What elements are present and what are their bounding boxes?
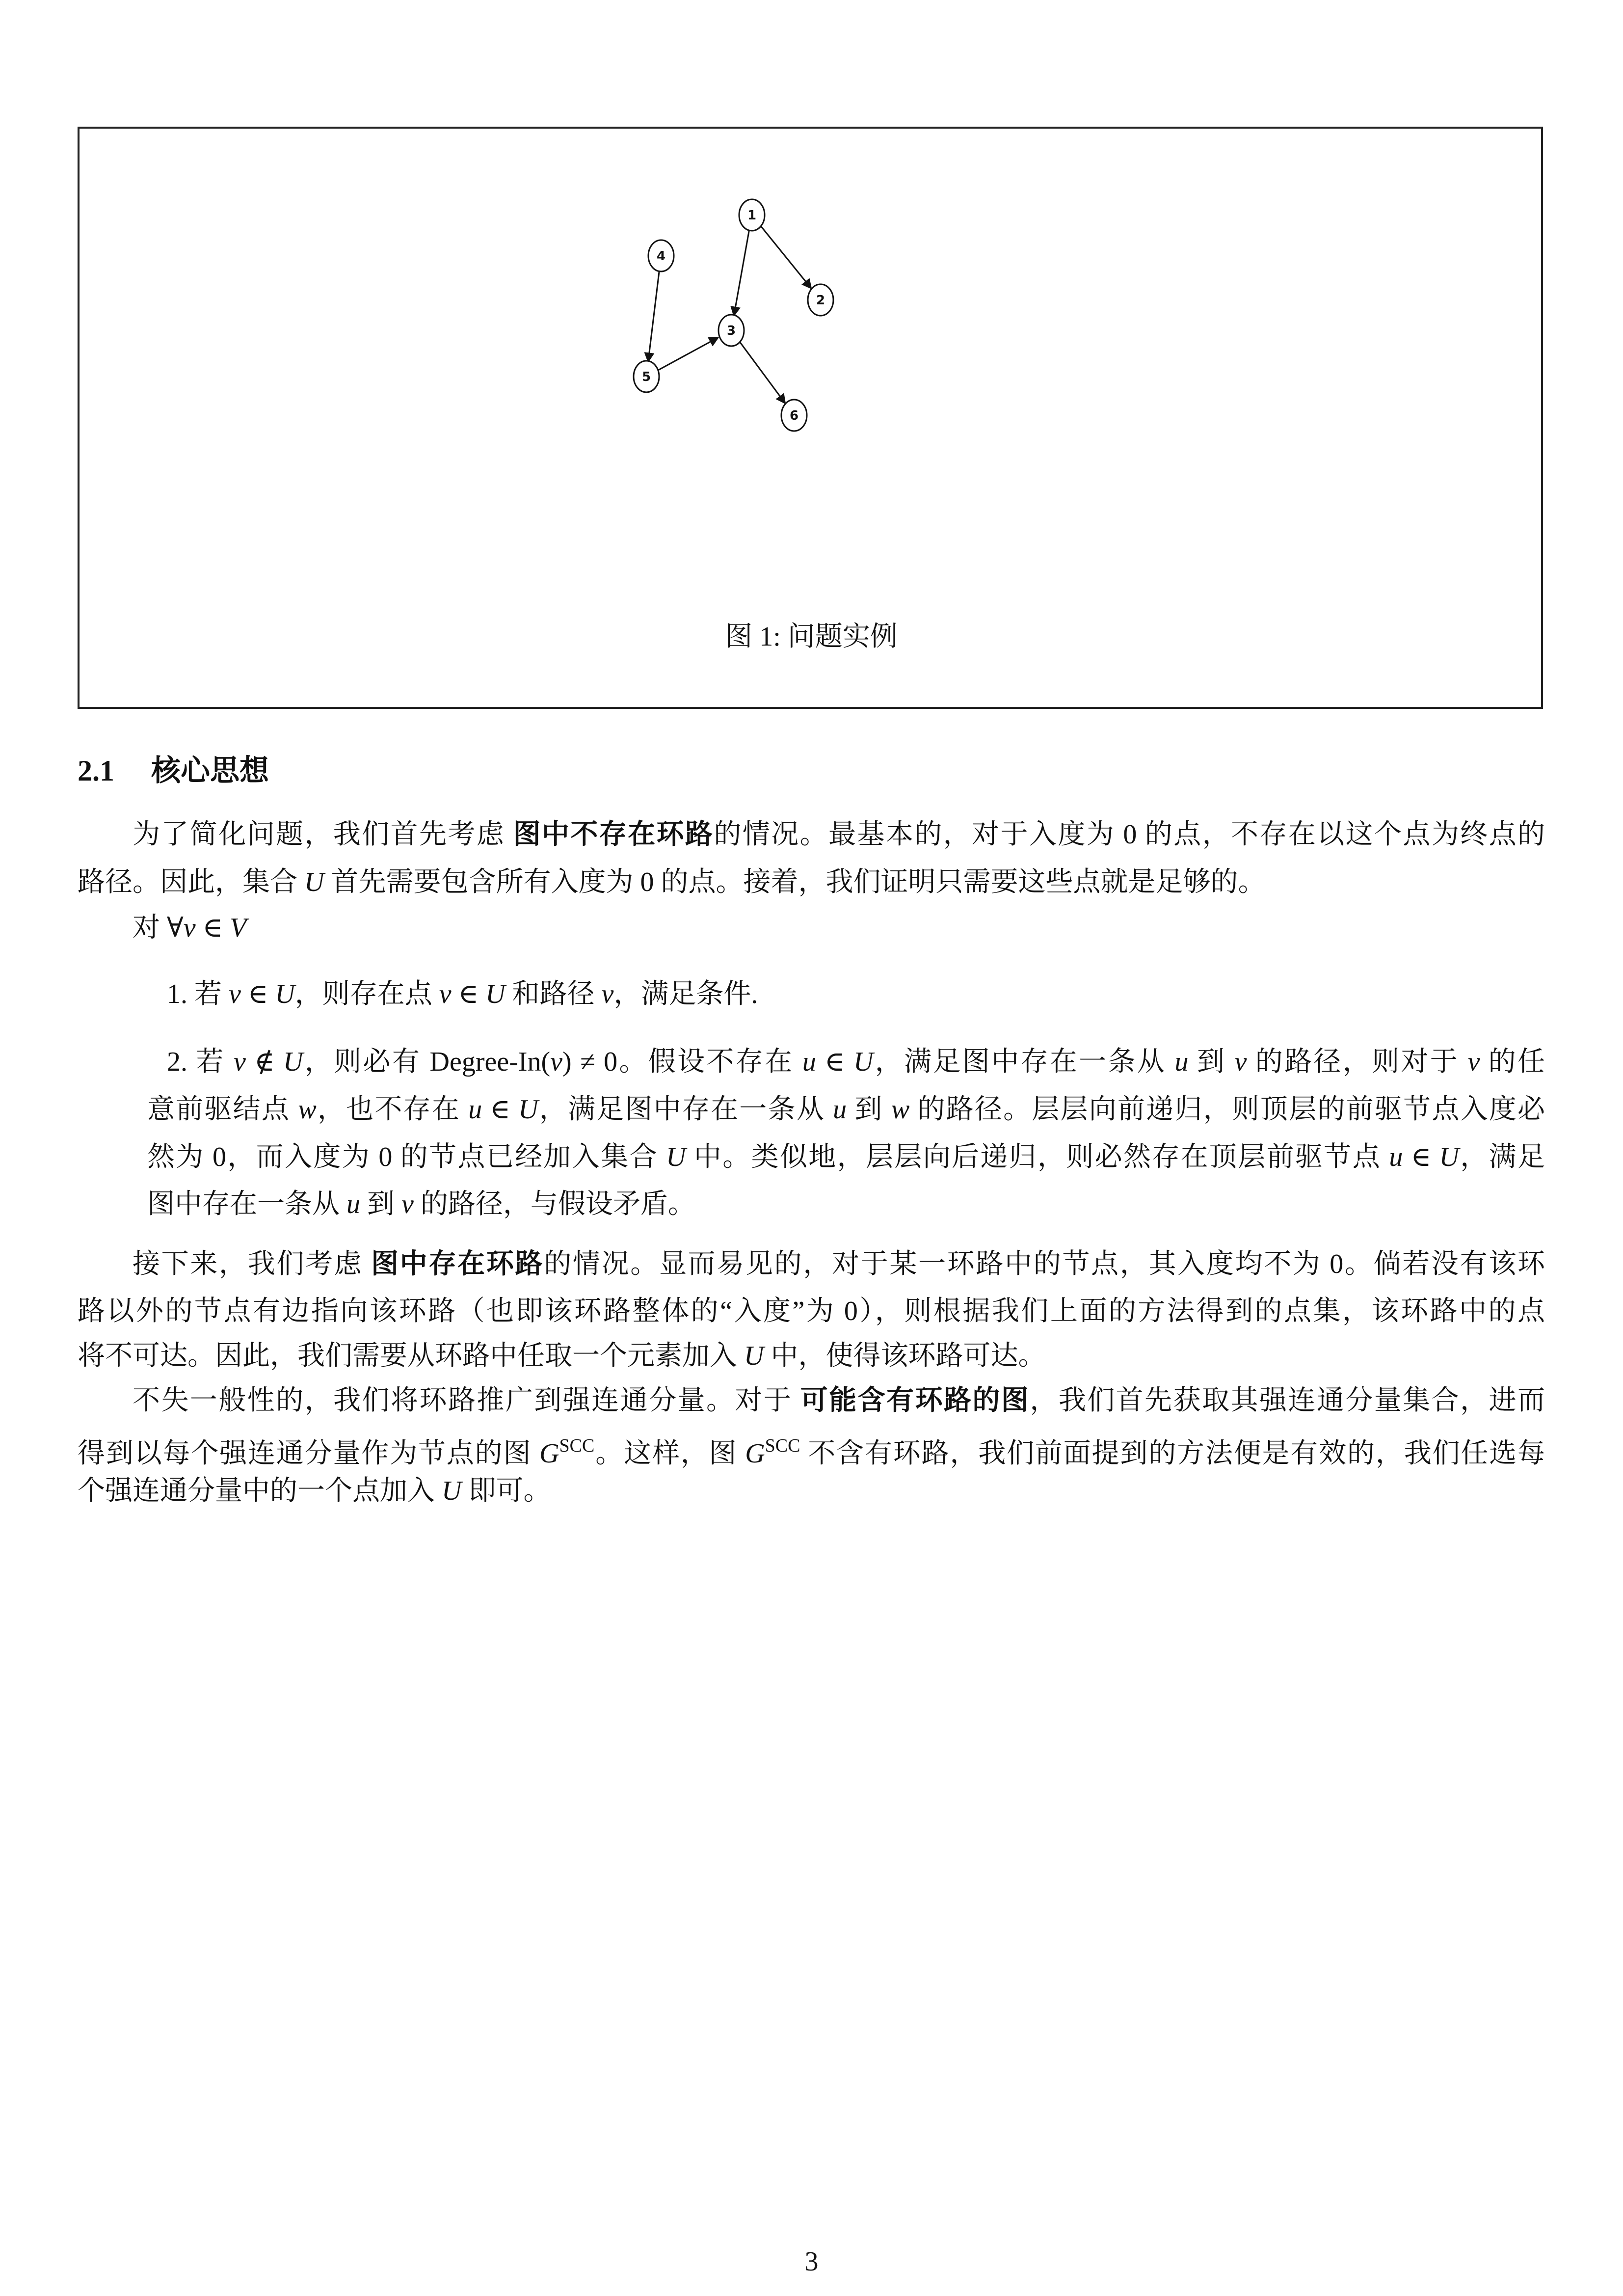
text-run: 将不可达。因此，我们需要从环路中任取一个元素加入 [78, 1341, 744, 1371]
text-run: 。这样，图 [594, 1438, 745, 1469]
text-run: ∈ [816, 1047, 853, 1077]
text-run: 的路径，则对于 [1247, 1047, 1468, 1077]
text-run: ∈ [240, 979, 275, 1009]
bold-phrase: 图中存在环路 [371, 1249, 544, 1279]
text-run: 若 [187, 979, 229, 1009]
math-symbol: G [745, 1438, 765, 1469]
text-run: 对 ∀ [133, 913, 184, 943]
list-item-2-line-3 [147, 1140, 1545, 1174]
list-item-2-line-2 [147, 1092, 1545, 1127]
math-symbol: G [539, 1438, 559, 1469]
math-symbol: U [1439, 1142, 1459, 1172]
text-run: 的路径，与假设矛盾。 [413, 1189, 695, 1219]
text-run: ，满足图中存在一条从 [873, 1047, 1175, 1077]
text-run: 即可。 [461, 1476, 551, 1506]
math-symbol: U [853, 1047, 874, 1077]
text-run: 不含有环路，我们前面提到的方法便是有效的，我们任选每 [800, 1438, 1545, 1469]
math-symbol: U [518, 1094, 538, 1125]
superscript: SCC [765, 1435, 800, 1456]
list-item-2-line-4 [147, 1187, 695, 1221]
text-run: 意前驱结点 [147, 1094, 298, 1125]
graph-node-2 [808, 284, 833, 316]
text-run: 中。类似地，层层向后递归，则必然存在顶层前驱节点 [686, 1142, 1389, 1172]
math-symbol: w [891, 1094, 910, 1125]
text-run: 接下来，我们考虑 [133, 1249, 372, 1279]
section-heading [78, 751, 269, 790]
edge-4-to-5 [648, 270, 660, 362]
math-symbol: U [283, 1047, 303, 1077]
text-run: ∉ [245, 1047, 284, 1077]
bold-phrase: 可能含有环路的图 [800, 1385, 1030, 1416]
math-symbol: U [485, 979, 506, 1009]
math-symbol: U [744, 1341, 764, 1371]
text-run: ，则必有 Degree-In( [303, 1047, 551, 1077]
text-run: 到 [847, 1094, 891, 1125]
paragraph-2-line-3 [78, 1339, 1045, 1373]
math-symbol: U [666, 1142, 686, 1172]
text-run: 然为 0，而入度为 0 的节点已经加入集合 [147, 1142, 666, 1172]
math-symbol: v [1467, 1047, 1480, 1077]
superscript: SCC [559, 1435, 595, 1456]
text-run: 首先需要包含所有入度为 0 的点。接着，我们证明只需要这些点就是足够的。 [324, 867, 1266, 897]
math-symbol: u [1389, 1142, 1403, 1172]
math-symbol: v [401, 1189, 414, 1219]
text-run: ，满足图中存在一条从 [538, 1094, 833, 1125]
edge-1-to-3 [734, 229, 749, 316]
paragraph-2-line-1 [133, 1247, 1545, 1281]
paragraph-3-line-2 [78, 1429, 1545, 1471]
text-run: ，满足条件. [613, 979, 758, 1009]
graph-node-1 [739, 199, 765, 231]
edge-3-to-6 [740, 342, 786, 404]
text-run: ∈ [1403, 1142, 1439, 1172]
paragraph-1-line-1 [133, 817, 1545, 852]
forall-line [133, 911, 246, 945]
section-number: 2.1 [78, 755, 114, 787]
text-run: 的情况。显而易见的，对于某一环路中的节点，其入度均不为 0。倘若没有该环 [544, 1249, 1545, 1279]
text-run: ∈ [451, 979, 486, 1009]
list-number: 1. [167, 979, 187, 1009]
text-run: 图中存在一条从 [147, 1189, 346, 1219]
text-run: 为了简化问题，我们首先考虑 [133, 819, 513, 850]
math-symbol: w [298, 1094, 317, 1125]
math-symbol: u [833, 1094, 847, 1125]
node-label: 4 [656, 249, 666, 264]
text-run: 个强连通分量中的一个点加入 [78, 1476, 442, 1506]
paragraph-3-line-1 [133, 1383, 1545, 1418]
math-symbol: U [442, 1476, 462, 1506]
math-symbol: v [183, 913, 196, 943]
list-item-2-line-1 [167, 1045, 1545, 1079]
text-run: 中，使得该环路可达。 [764, 1341, 1046, 1371]
node-label: 3 [726, 324, 736, 338]
text-run: 若 [187, 1047, 234, 1077]
figure-caption: 图 1: 问题实例 [725, 621, 898, 652]
math-symbol: v [601, 979, 614, 1009]
edge-1-to-2 [761, 226, 812, 289]
math-symbol: V [230, 913, 247, 943]
text-run: 不失一般性的，我们将环路推广到强连通分量。对于 [133, 1385, 800, 1416]
text-run: 和路径 [505, 979, 602, 1009]
math-symbol: v [439, 979, 452, 1009]
text-run: ，则存在点 [294, 979, 439, 1009]
math-symbol: v [550, 1047, 562, 1077]
node-label: 2 [816, 293, 825, 308]
list-number: 2. [167, 1047, 187, 1077]
text-run: ，满足 [1459, 1142, 1545, 1172]
text-run: 的情况。最基本的，对于入度为 0 的点，不存在以这个点为终点的 [714, 819, 1545, 850]
node-label: 5 [641, 370, 651, 384]
math-symbol: u [346, 1189, 360, 1219]
list-item-1 [167, 977, 758, 1011]
math-symbol: u [802, 1047, 816, 1077]
graph-node-5 [634, 361, 659, 392]
bold-phrase: 图中不存在环路 [513, 819, 714, 850]
math-symbol: v [234, 1047, 246, 1077]
page-number: 3 [804, 2246, 819, 2277]
node-label: 6 [789, 408, 799, 423]
node-label: 1 [747, 208, 757, 223]
graph-node-3 [718, 315, 744, 346]
section-title: 核心思想 [151, 755, 269, 787]
graph-node-6 [781, 400, 807, 431]
math-symbol: u [1174, 1047, 1189, 1077]
edge-5-to-3 [659, 337, 718, 370]
text-run: ∈ [195, 913, 230, 943]
paragraph-2-line-2 [78, 1294, 1545, 1328]
text-run: 到 [1188, 1047, 1235, 1077]
paragraph-1-line-2 [78, 865, 1265, 899]
text-run: ，我们首先获取其强连通分量集合，进而 [1030, 1385, 1545, 1416]
graph-node-4 [648, 240, 674, 271]
paragraph-3-line-3 [78, 1474, 551, 1508]
directed-graph [613, 187, 1055, 540]
math-symbol: v [1234, 1047, 1247, 1077]
text-run: 到 [360, 1189, 401, 1219]
math-symbol: U [275, 979, 295, 1009]
text-run: ∈ [482, 1094, 519, 1125]
text-run: 得到以每个强连通分量作为节点的图 [78, 1438, 540, 1469]
math-symbol: U [304, 867, 324, 897]
text-run: 的路径。层层向前递归，则顶层的前驱节点入度必 [909, 1094, 1545, 1125]
text-run: ，也不存在 [316, 1094, 469, 1125]
text-run: 的任 [1480, 1047, 1545, 1077]
math-symbol: u [468, 1094, 482, 1125]
text-run: ) ≠ 0。假设不存在 [562, 1047, 802, 1077]
text-run: 路径。因此，集合 [78, 867, 304, 897]
math-symbol: v [229, 979, 241, 1009]
text-run: 路以外的节点有边指向该环路（也即该环路整体的“入度”为 0），则根据我们上面的方法得到的点集，该环路中的点 [78, 1296, 1545, 1326]
